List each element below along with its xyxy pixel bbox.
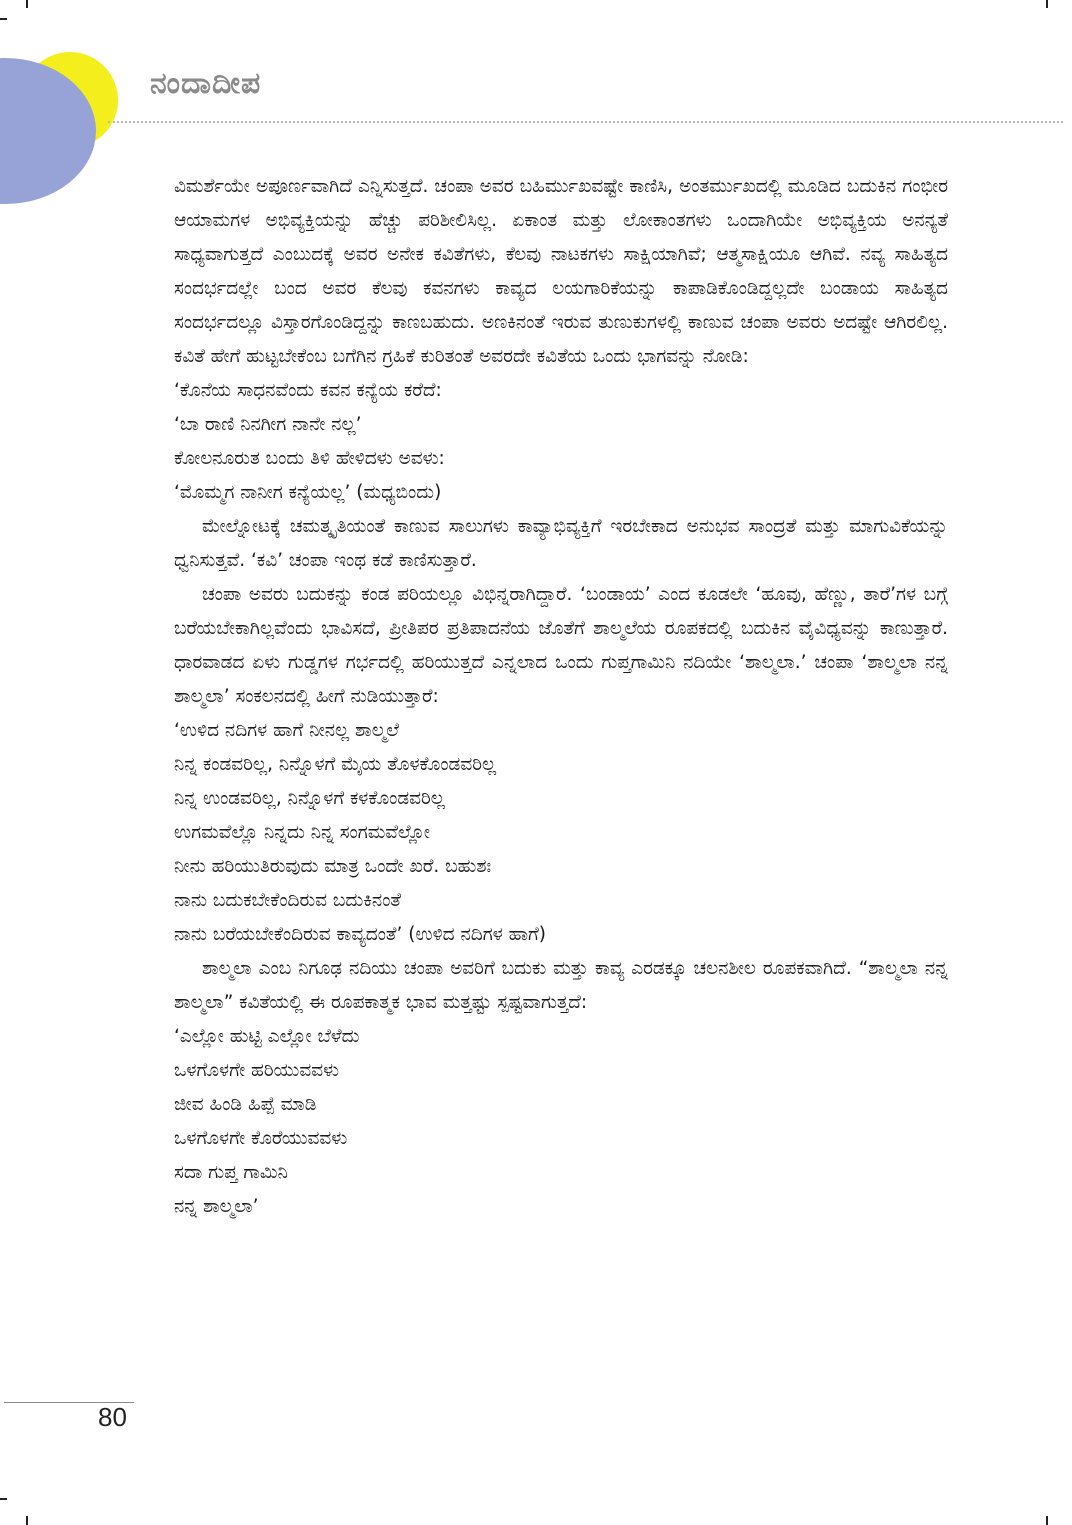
verse-line: ಕೋಲನೂರುತ ಬಂದು ತಿಳಿ ಹೇಳಿದಳು ಅವಳು: (174, 448, 445, 469)
verse-line: ಉಗಮವೆಲ್ಲೊ ನಿನ್ನದು ನಿನ್ನ ಸಂಗಮವೆಲ್ಲೋ (174, 822, 430, 843)
crop-mark (26, 0, 28, 8)
paragraph: ವಿಮರ್ಶೆಯೇ ಅಪೂರ್ಣವಾಗಿದೆ ಎನ್ನಿಸುತ್ತದೆ. ಚಂಪಾ ಅವರ ಬಹಿರ್ಮುಖವಷ್ಟೇ ಕಾಣಿಸಿ, ಅಂತರ್ಮುಖದಲ್ಲಿ ಮೂಡಿದ ಬದುಕಿನ ಗಂಭೀರ ಆಯಾಮಗಳ ಅಭಿವ್ಯಕ್ತಿಯನ್ನು ಹೆಚ್ಚು ಪರಿಶೀಲಿಸಿಲ್ಲ. ಏಕಾಂತ ಮತ್ತು ಲೋಕಾಂತಗಳು ಒಂದಾಗಿಯೇ ಅಭಿವ್ಯಕ್ತಿಯ ಅನನ್ಯತೆ ಸಾಧ್ಯವಾಗುತ್ತದೆ ಎಂಬುದಕ್ಕೆ ಅವರ ಅನೇಕ ಕವಿತೆಗಳು, ಕೆಲವು ನಾಟಕಗಳು ಸಾಕ್ಷಿಯಾಗಿವೆ; ಆತ್ಮಸಾಕ್ಷಿಯೂ ಆಗಿವೆ. ನವ್ಯ ಸಾಹಿತ್ಯದ ಸಂದರ್ಭದಲ್ಲೇ ಬಂದ ಅವರ ಕೆಲವು ಕವನಗಳು ಕಾವ್ಯದ ಲಯಗಾರಿಕೆಯನ್ನು ಕಾಪಾಡಿಕೊಂಡಿದ್ದಲ್ಲದೇ ಬಂಡಾಯ ಸಾಹಿತ್ಯದ ಸಂದರ್ಭದಲ್ಲೂ ವಿಸ್ತಾರಗೊಂಡಿದ್ದನ್ನು ಕಾಣಬಹುದು. ಅಣಕಿನಂತೆ ಇರುವ ತುಣುಕುಗಳಲ್ಲಿ ಕಾಣುವ ಚಂಪಾ ಅವರು ಅದಷ್ಟೇ ಆಗಿರಲಿಲ್ಲ. ಕವಿತೆ ಹೇಗೆ ಹುಟ್ಟಬೇಕೆಂಬ ಬಗೆಗಿನ ಗ್ರಹಿಕೆ ಕುರಿತಂತೆ ಅವರದೇ ಕವಿತೆಯ ಒಂದು ಭಾಗವನ್ನು ನೋಡಿ: (174, 176, 948, 367)
header-dotted-rule (108, 121, 1063, 123)
verse-line: ‘ಎಲ್ಲೋ ಹುಟ್ಟಿ ಎಲ್ಲೋ ಬೆಳೆದು (174, 1026, 360, 1047)
verse-line: ನಿನ್ನ ಕಂಡವರಿಲ್ಲ, ನಿನ್ನೊಳಗೆ ಮೈಯ ತೊಳಕೊಂಡವರಿಲ್ಲ (174, 754, 497, 775)
verse-line: ಒಳಗೊಳಗೇ ಹರಿಯುವವಳು (174, 1060, 339, 1081)
crop-mark (1046, 0, 1048, 8)
body-text (174, 170, 948, 1224)
verse-line: ‘ಮೊಮ್ಮಗ ನಾನೀಗ ಕನ್ಯೆಯಲ್ಲ’ (ಮಧ್ಯಬಿಂದು) (174, 482, 442, 503)
crop-mark (1046, 1516, 1048, 1525)
paragraph: ಚಂಪಾ ಅವರು ಬದುಕನ್ನು ಕಂಡ ಪರಿಯಲ್ಲೂ ವಿಭಿನ್ನರಾಗಿದ್ದಾರೆ. ‘ಬಂಡಾಯ’ ಎಂದ ಕೂಡಲೇ ‘ಹೂವು, ಹೆಣ್ಣು, ತಾರೆ’ಗಳ ಬಗ್ಗೆ ಬರೆಯಬೇಕಾಗಿಲ್ಲವೆಂದು ಭಾವಿಸದೆ, ಪ್ರೀತಿಪರ ಪ್ರತಿಪಾದನೆಯ ಜೊತೆಗೆ ಶಾಲ್ಮಲೆಯ ರೂಪಕದಲ್ಲಿ ಬದುಕಿನ ವೈವಿಧ್ಯವನ್ನು ಕಾಣುತ್ತಾರೆ. ಧಾರವಾಡದ ಏಳು ಗುಡ್ಡಗಳ ಗರ್ಭದಲ್ಲಿ ಹರಿಯುತ್ತದೆ ಎನ್ನಲಾದ ಒಂದು ಗುಪ್ತಗಾಮಿನಿ ನದಿಯೇ ‘ಶಾಲ್ಮಲಾ.’ ಚಂಪಾ ‘ಶಾಲ್ಮಲಾ ನನ್ನ ಶಾಲ್ಮಲಾ’ ಸಂಕಲನದಲ್ಲಿ ಹೀಗೆ ನುಡಿಯುತ್ತಾರೆ: (174, 584, 948, 707)
paragraph: ಶಾಲ್ಮಲಾ ಎಂಬ ನಿಗೂಢ ನದಿಯು ಚಂಪಾ ಅವರಿಗೆ ಬದುಕು ಮತ್ತು ಕಾವ್ಯ ಎರಡಕ್ಕೂ ಚಲನಶೀಲ ರೂಪಕವಾಗಿದೆ. “ಶಾಲ್ಮಲಾ ನನ್ನ ಶಾಲ್ಮಲಾ” ಕವಿತೆಯಲ್ಲಿ ಈ ರೂಪಕಾತ್ಮಕ ಭಾವ ಮತ್ತಷ್ಟು ಸ್ಪಷ್ಟವಾಗುತ್ತದೆ: (174, 958, 948, 1013)
verse-line: ನಾನು ಬರೆಯಬೇಕೆಂದಿರುವ ಕಾವ್ಯದಂತೆ’ (ಉಳಿದ ನದಿಗಳ ಹಾಗೆ) (174, 924, 546, 945)
verse-line: ‘ಉಳಿದ ನದಿಗಳ ಹಾಗೆ ನೀನಲ್ಲ ಶಾಲ್ಮಲೆ (174, 720, 399, 741)
paragraph: ಮೇಲ್ನೋಟಕ್ಕೆ ಚಮತ್ಕೃತಿಯಂತೆ ಕಾಣುವ ಸಾಲುಗಳು ಕಾವ್ಯಾಭಿವ್ಯಕ್ತಿಗೆ ಇರಬೇಕಾದ ಅನುಭವ ಸಾಂದ್ರತೆ ಮತ್ತು ಮಾಗುವಿಕೆಯನ್ನು ಧ್ವನಿಸುತ್ತವೆ. ‘ಕವಿ’ ಚಂಪಾ ಇಂಥ ಕಡೆ ಕಾಣಿಸುತ್ತಾರೆ. (174, 516, 948, 571)
verse-line: ‘ಕೊನೆಯ ಸಾಧನವೆಂದು ಕವನ ಕನ್ಯೆಯ ಕರೆದೆ: (174, 380, 442, 401)
verse-line: ನನ್ನ ಶಾಲ್ಮಲಾ’ (174, 1196, 259, 1217)
crop-mark (26, 1516, 28, 1525)
verse-line: ಜೀವ ಹಿಂಡಿ ಹಿಪ್ಪೆ ಮಾಡಿ (174, 1094, 317, 1115)
page-number: 80 (98, 1402, 127, 1432)
verse-line: ನೀನು ಹರಿಯುತಿರುವುದು ಮಾತ್ರ ಒಂದೇ ಖರೆ. ಬಹುಶಃ (174, 856, 492, 877)
crop-mark (0, 18, 7, 20)
running-header-title: ನಂದಾದೀಪ (150, 66, 262, 101)
verse-block (174, 714, 948, 952)
verse-line: ‘ಬಾ ರಾಣಿ ನಿನಗೀಗ ನಾನೇ ನಲ್ಲ’ (174, 414, 362, 435)
verse-block (174, 1020, 948, 1224)
verse-line: ಸದಾ ಗುಪ್ತ ಗಾಮಿನಿ (174, 1162, 288, 1183)
verse-line: ಒಳಗೊಳಗೇ ಕೊರೆಯುವವಳು (174, 1128, 348, 1149)
verse-line: ನಾನು ಬದುಕಬೇಕೆಂದಿರುವ ಬದುಕಿನಂತೆ (174, 890, 401, 911)
verse-line: ನಿನ್ನ ಉಂಡವರಿಲ್ಲ, ನಿನ್ನೊಳಗೆ ಕಳಕೊಂಡವರಿಲ್ಲ (174, 788, 445, 809)
crop-mark (0, 1498, 7, 1500)
verse-block (174, 374, 948, 510)
